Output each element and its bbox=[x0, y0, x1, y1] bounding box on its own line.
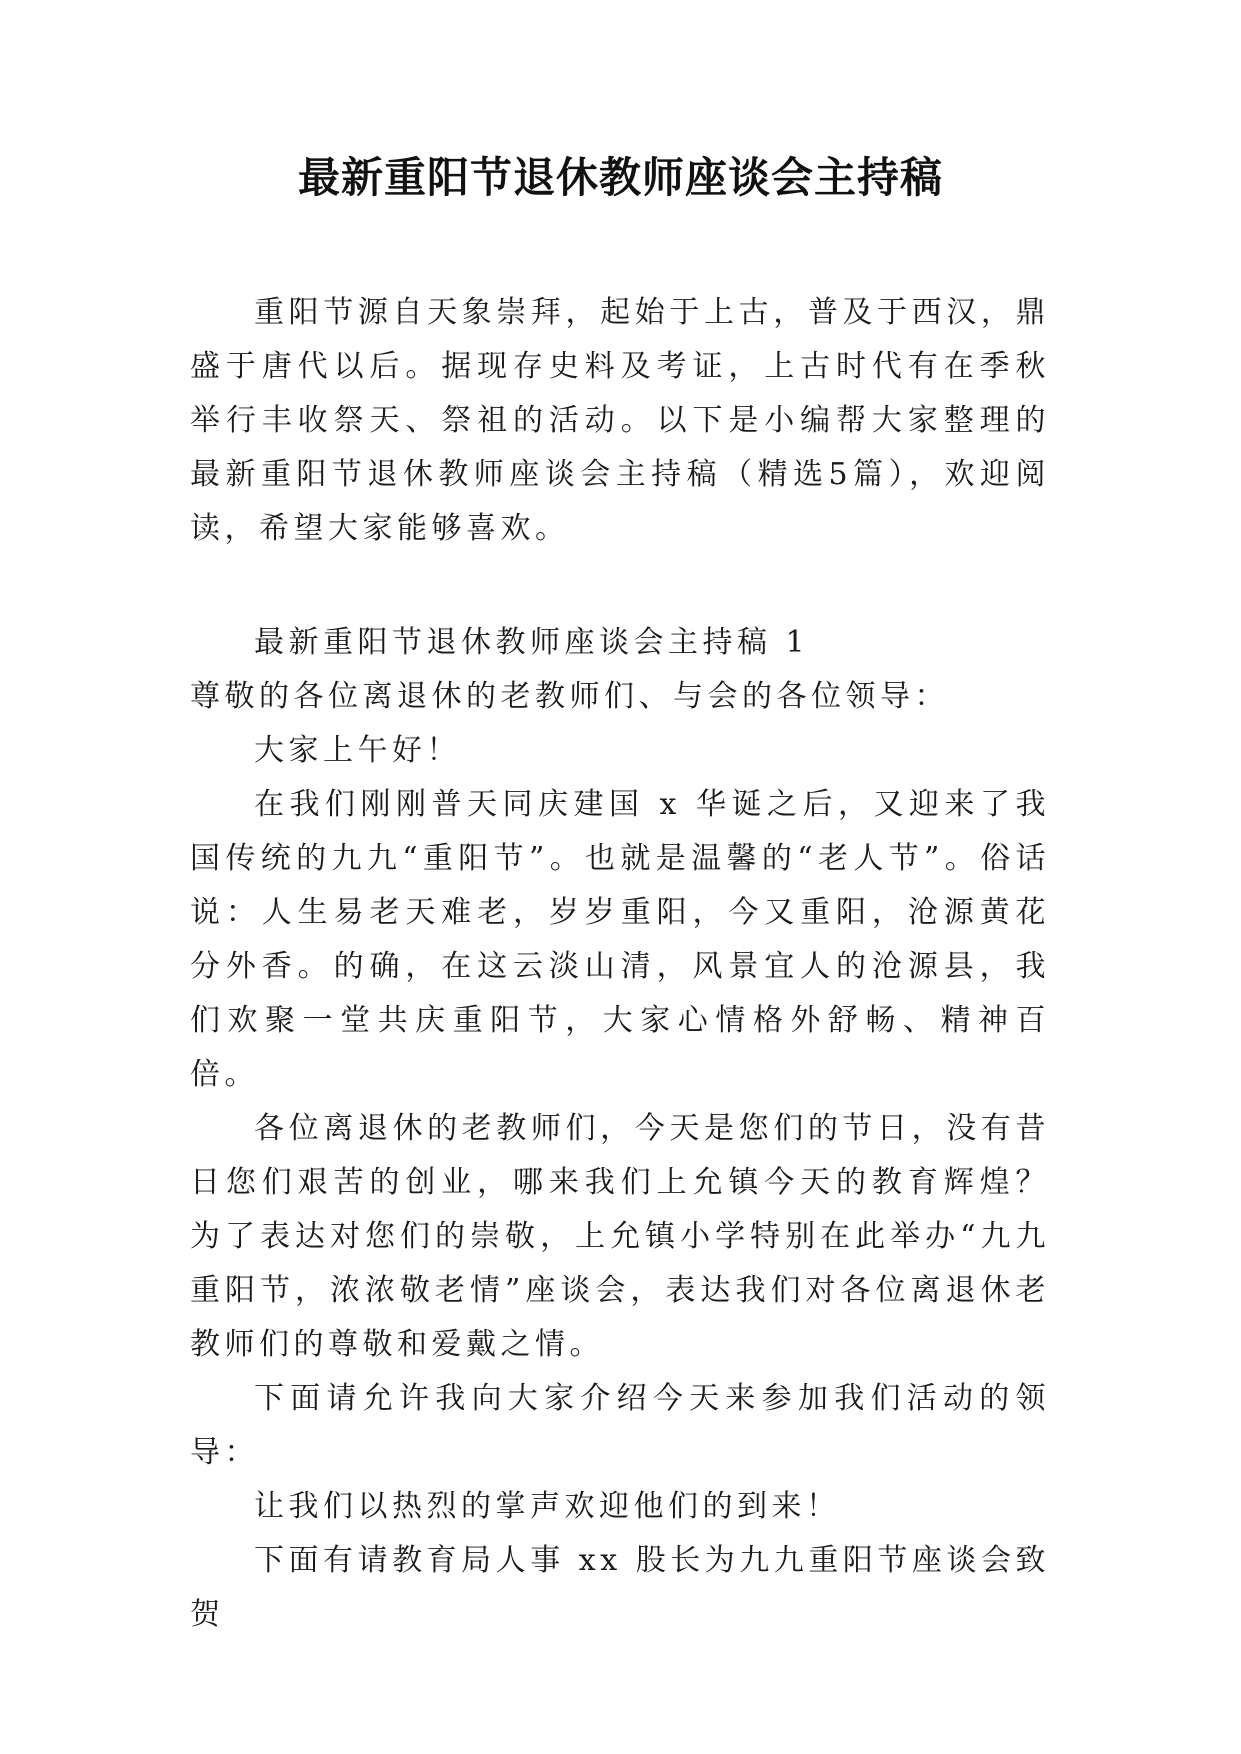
document-title: 最新重阳节退休教师座谈会主持稿 bbox=[297, 153, 943, 202]
body-paragraph-5: 下面有请教育局人事 xx 股长为九九重阳节座谈会致贺 bbox=[190, 1543, 1050, 1632]
document-body bbox=[190, 286, 1050, 1642]
body-paragraph-1: 在我们刚刚普天同庆建国 x 华诞之后，又迎来了我国传统的九九“重阳节”。也就是温馨的“老人节”。俗话说：人生易老天难老，岁岁重阳，今又重阳，沧源黄花分外香。的确，在这云淡山清，风景宜人的沧源县，我们欢聚一堂共庆重阳节，大家心情格外舒畅、精神百倍。 bbox=[190, 787, 1050, 1092]
intro-paragraph: 重阳节源自天象崇拜，起始于上古，普及于西汉，鼎盛于唐代以后。据现存史料及考证，上古时代有在季秋举行丰收祭天、祭祖的活动。以下是小编帮大家整理的最新重阳节退休教师座谈会主持稿（精选5篇），欢迎阅读，希望大家能够喜欢。 bbox=[190, 295, 1050, 546]
section-heading: 最新重阳节退休教师座谈会主持稿 1 bbox=[254, 625, 810, 660]
salutation: 尊敬的各位离退休的老教师们、与会的各位领导： bbox=[190, 679, 949, 714]
body-paragraph-3: 下面请允许我向大家介绍今天来参加我们活动的领导： bbox=[190, 1381, 1050, 1470]
paragraph-gap bbox=[190, 556, 1050, 616]
body-paragraph-4: 让我们以热烈的掌声欢迎他们的到来！ bbox=[254, 1489, 841, 1524]
greeting: 大家上午好！ bbox=[254, 733, 461, 768]
body-paragraph-2: 各位离退休的老教师们，今天是您们的节日，没有昔日您们艰苦的创业，哪来我们上允镇今天的教育辉煌？为了表达对您们的崇敬，上允镇小学特别在此举办“九九重阳节，浓浓敬老情”座谈会，表达我们对各位离退休老教师们的尊敬和爱戴之情。 bbox=[190, 1111, 1050, 1362]
